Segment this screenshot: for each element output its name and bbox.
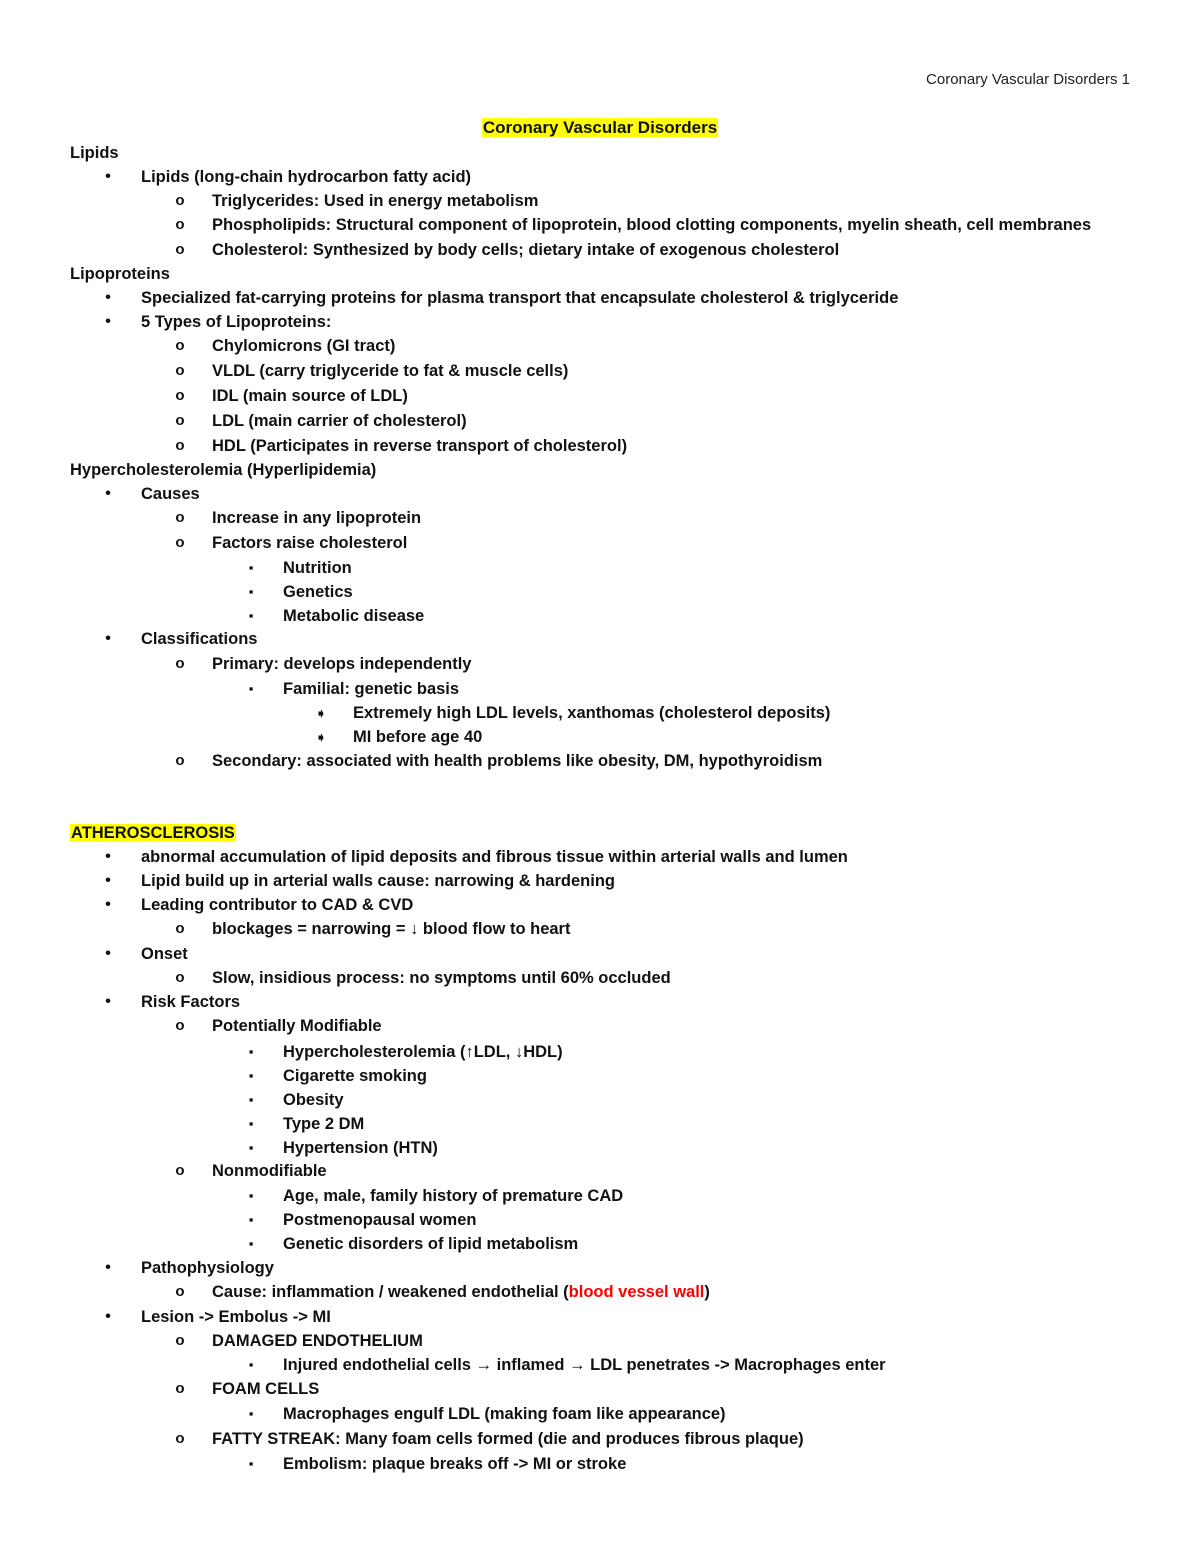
square-marker-icon: ▪ (248, 608, 254, 623)
square-marker-icon: ▪ (248, 1092, 254, 1107)
bullet-marker-icon: • (105, 872, 111, 889)
square-marker-icon: ▪ (248, 1212, 254, 1227)
item-text: blockages = narrowing = ↓ blood flow to heart (212, 920, 571, 938)
circle-marker-icon: o (175, 337, 185, 354)
item-text: FOAM CELLS (212, 1380, 320, 1398)
circle-marker-icon: o (175, 387, 185, 404)
item-text: Hypercholesterolemia (Hyperlipidemia) (70, 461, 377, 479)
item-text: Specialized fat-carrying proteins for plasma transport that encapsulate cholesterol & triglyceride (141, 289, 899, 307)
title-highlight: Coronary Vascular Disorders (482, 118, 718, 137)
item-text: Slow, insidious process: no symptoms until 60% occluded (212, 969, 671, 987)
item-text: Age, male, family history of premature CAD (283, 1187, 624, 1205)
item-text: Classifications (141, 630, 258, 648)
item-text: Nutrition (283, 559, 352, 577)
item-text: HDL (Participates in reverse transport of cholesterol) (212, 437, 628, 455)
red-emphasis-text: blood vessel wall (568, 1283, 705, 1301)
circle-marker-icon: o (175, 920, 185, 937)
item-text: MI before age 40 (353, 728, 483, 746)
bullet-marker-icon: • (105, 485, 111, 502)
item-text: Causes (141, 485, 200, 503)
item-text: Lipids (long-chain hydrocarbon fatty acid) (141, 168, 472, 186)
bullet-marker-icon: • (105, 313, 111, 330)
circle-marker-icon: o (175, 1283, 185, 1300)
square-marker-icon: ▪ (248, 1357, 254, 1372)
arrow-marker-icon: ➧ (315, 729, 327, 745)
bullet-marker-icon: • (105, 993, 111, 1010)
bullet-marker-icon: • (105, 848, 111, 865)
item-text: 5 Types of Lipoproteins: (141, 313, 332, 331)
square-marker-icon: ▪ (248, 560, 254, 575)
item-text: Risk Factors (141, 993, 241, 1011)
item-text: Potentially Modifiable (212, 1017, 382, 1035)
item-text: Lipids (70, 144, 119, 162)
circle-marker-icon: o (175, 1380, 185, 1397)
item-text: Triglycerides: Used in energy metabolism (212, 192, 539, 210)
bullet-marker-icon: • (105, 1259, 111, 1276)
highlighted-text: ATHEROSCLEROSIS (71, 824, 235, 842)
square-marker-icon: ▪ (248, 1188, 254, 1203)
item-text: Macrophages engulf LDL (making foam like appearance) (283, 1405, 726, 1423)
circle-marker-icon: o (175, 752, 185, 769)
item-text: FATTY STREAK: Many foam cells formed (die and produces fibrous plaque) (212, 1430, 804, 1448)
item-text: Embolism: plaque breaks off -> MI or stroke (283, 1455, 627, 1473)
item-text: LDL (main carrier of cholesterol) (212, 412, 467, 430)
circle-marker-icon: o (175, 241, 185, 258)
circle-marker-icon: o (175, 1162, 185, 1179)
item-text: Extremely high LDL levels, xanthomas (cholesterol deposits) (353, 704, 831, 722)
circle-marker-icon: o (175, 969, 185, 986)
circle-marker-icon: o (175, 362, 185, 379)
bullet-marker-icon: • (105, 945, 111, 962)
circle-marker-icon: o (175, 1430, 185, 1447)
item-text: Hypertension (HTN) (283, 1139, 438, 1157)
circle-marker-icon: o (175, 216, 185, 233)
square-marker-icon: ▪ (248, 1456, 254, 1471)
item-text: Secondary: associated with health problems like obesity, DM, hypothyroidism (212, 752, 823, 770)
item-text (70, 821, 236, 845)
item-text: Metabolic disease (283, 607, 425, 625)
circle-marker-icon: o (175, 655, 185, 672)
square-marker-icon: ▪ (248, 1140, 254, 1155)
item-text: Lipid build up in arterial walls cause: narrowing & hardening (141, 872, 615, 890)
item-text: Chylomicrons (GI tract) (212, 337, 396, 355)
item-text: Postmenopausal women (283, 1211, 477, 1229)
item-text: Obesity (283, 1091, 344, 1109)
item-text: Cigarette smoking (283, 1067, 427, 1085)
item-text: Phospholipids: Structural component of lipoprotein, blood clotting components, myelin sheath, cell membranes (212, 216, 1092, 234)
arrow-marker-icon: ➧ (315, 705, 327, 721)
item-text: Cholesterol: Synthesized by body cells; dietary intake of exogenous cholesterol (212, 241, 840, 259)
bullet-marker-icon: • (105, 289, 111, 306)
circle-marker-icon: o (175, 1332, 185, 1349)
circle-marker-icon: o (175, 1017, 185, 1034)
item-text: Pathophysiology (141, 1259, 274, 1277)
item-text: abnormal accumulation of lipid deposits and fibrous tissue within arterial walls and lumen (141, 848, 848, 866)
circle-marker-icon: o (175, 534, 185, 551)
item-text: IDL (main source of LDL) (212, 387, 408, 405)
item-text: Nonmodifiable (212, 1162, 327, 1180)
item-text: Factors raise cholesterol (212, 534, 408, 552)
item-text: Type 2 DM (283, 1115, 365, 1133)
square-marker-icon: ▪ (248, 1068, 254, 1083)
square-marker-icon: ▪ (248, 584, 254, 599)
square-marker-icon: ▪ (248, 1044, 254, 1059)
document-title (0, 118, 1200, 138)
item-text: Primary: develops independently (212, 655, 472, 673)
square-marker-icon: ▪ (248, 1116, 254, 1131)
item-text: Familial: genetic basis (283, 680, 460, 698)
square-marker-icon: ▪ (248, 1406, 254, 1421)
item-text: Lesion -> Embolus -> MI (141, 1308, 331, 1326)
item-text: Genetic disorders of lipid metabolism (283, 1235, 579, 1253)
square-marker-icon: ▪ (248, 681, 254, 696)
bullet-marker-icon: • (105, 1308, 111, 1325)
square-marker-icon: ▪ (248, 1236, 254, 1251)
item-text: Increase in any lipoprotein (212, 509, 422, 527)
item-text: Leading contributor to CAD & CVD (141, 896, 414, 914)
item-text: DAMAGED ENDOTHELIUM (212, 1332, 423, 1350)
page-header: Coronary Vascular Disorders 1 (926, 71, 1130, 88)
item-text: Lipoproteins (70, 265, 170, 283)
bullet-marker-icon: • (105, 630, 111, 647)
circle-marker-icon: o (175, 437, 185, 454)
item-text: Cause: inflammation / weakened endothelial (blood vessel wall) (212, 1283, 710, 1301)
item-text: Onset (141, 945, 188, 963)
item-text: Hypercholesterolemia (↑LDL, ↓HDL) (283, 1043, 563, 1061)
item-text: Injured endothelial cells → inflamed → LDL penetrates -> Macrophages enter (283, 1356, 886, 1374)
item-text: VLDL (carry triglyceride to fat & muscle cells) (212, 362, 569, 380)
bullet-marker-icon: • (105, 896, 111, 913)
circle-marker-icon: o (175, 509, 185, 526)
circle-marker-icon: o (175, 192, 185, 209)
circle-marker-icon: o (175, 412, 185, 429)
item-text: Genetics (283, 583, 353, 601)
bullet-marker-icon: • (105, 168, 111, 185)
